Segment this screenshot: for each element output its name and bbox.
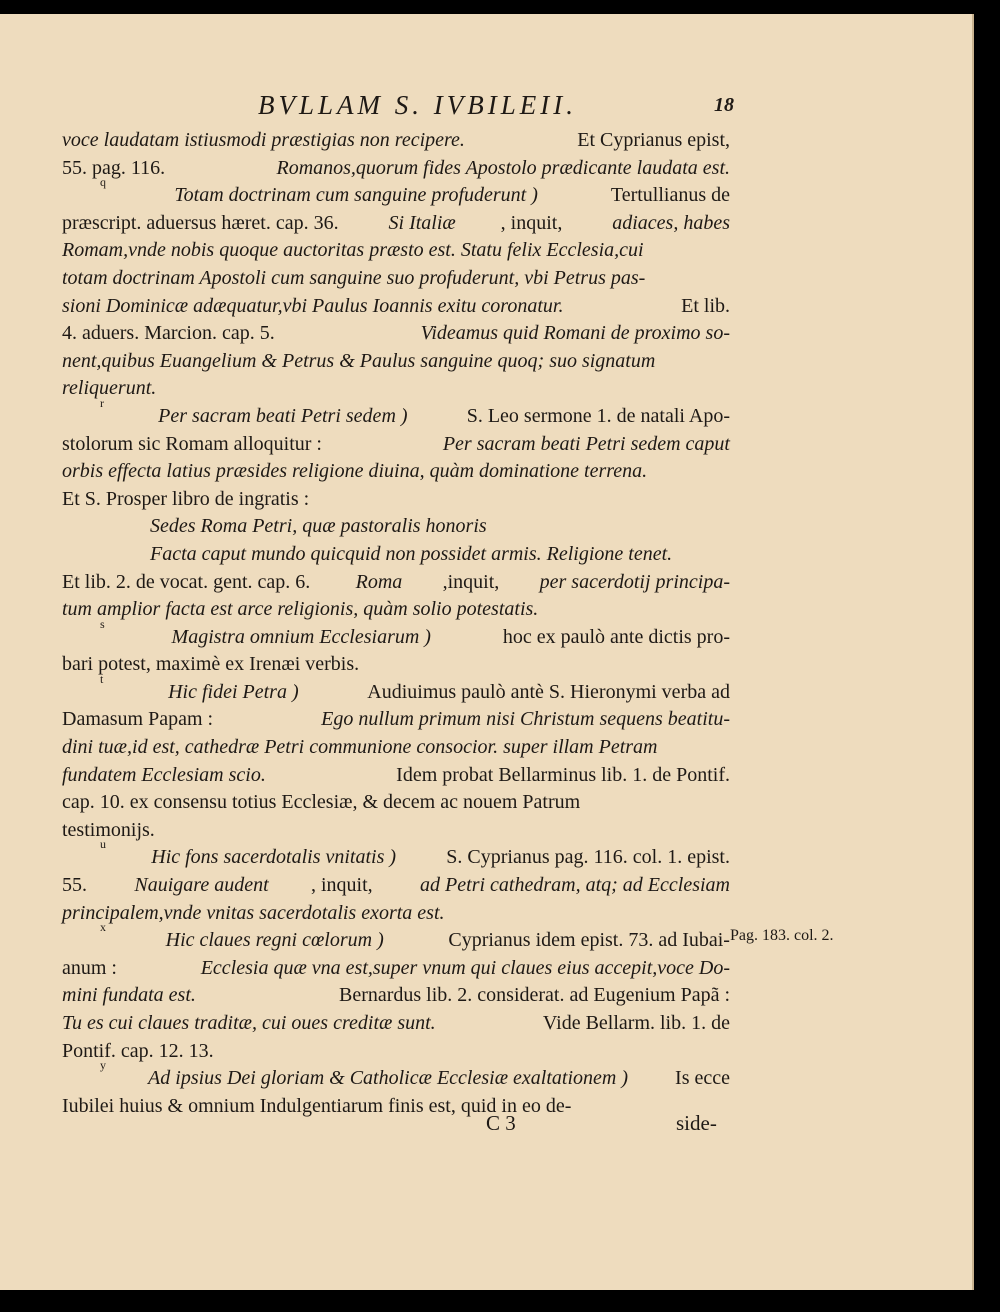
text-line	[62, 486, 730, 514]
text-line	[62, 348, 730, 376]
roman-text: præscript. aduersus hæret. cap. 36.	[62, 211, 344, 234]
italic-text: Hic claues regni cœlorum )	[165, 929, 384, 952]
roman-text: bari potest, maximè ex Irenæi verbis.	[62, 653, 360, 676]
roman-text: Cyprianus idem epist. 73. ad Iubai-	[443, 929, 730, 952]
italic-text: sioni Dominicæ adæquatur,vbi Paulus Ioannis exitu coronatur.	[62, 294, 564, 317]
roman-text: Audiuimus paulò antè S. Hieronymi verba ad	[363, 680, 730, 703]
text-line	[62, 155, 730, 183]
text-line	[62, 320, 730, 348]
text-line	[62, 982, 730, 1010]
roman-text: ,inquit,	[442, 570, 500, 593]
italic-text: Romanos,quorum fides Apostolo prædicante laudata est.	[276, 156, 730, 179]
italic-text: Tu es cui claues traditæ, cui oues creditæ sunt.	[62, 1012, 436, 1034]
text-line	[62, 872, 730, 900]
note-marker: r	[100, 395, 104, 410]
roman-text: Damasum Papam :	[62, 708, 219, 731]
italic-text: Per sacram beati Petri sedem )	[158, 404, 408, 427]
catchword: side-	[676, 1111, 717, 1135]
italic-text: ad Petri cathedram, atq; ad Ecclesiam	[420, 874, 730, 897]
text-line	[62, 175, 730, 210]
text-line	[62, 671, 730, 707]
italic-text: adiaces, habes	[612, 211, 730, 234]
roman-text: cap. 10. ex consensu totius Ecclesiæ, & decem ac nouem Patrum	[62, 791, 581, 814]
note-marker: q	[100, 175, 106, 190]
note-marker: y	[100, 1058, 106, 1073]
roman-text: 4. aduers. Marcion. cap. 5.	[62, 322, 280, 345]
italic-text: Roma	[355, 570, 403, 593]
italic-text: Totam doctrinam cum sanguine profuderunt )	[174, 184, 538, 207]
italic-text: totam doctrinam Apostoli cum sanguine suo profuderunt, vbi Petrus pas-	[62, 266, 646, 289]
page-header	[0, 90, 972, 130]
roman-text: , inquit,	[311, 874, 378, 897]
italic-text: Per sacram beati Petri sedem caput	[442, 432, 730, 455]
page-footer	[0, 1111, 972, 1141]
roman-text: Et lib. 2. de vocat. gent. cap. 6.	[62, 570, 316, 593]
roman-text: stolorum sic Romam alloquitur :	[62, 432, 327, 455]
italic-text: mini fundata est.	[62, 984, 196, 1007]
roman-text: Tertullianus de	[606, 184, 730, 207]
marginal-note: Pag. 183. col. 2.	[730, 927, 834, 944]
roman-text: Idem probat Bellarminus lib. 1. de Pontif.	[391, 763, 730, 786]
text-line	[62, 955, 730, 983]
text-line	[62, 210, 730, 238]
roman-text: Et Cyprianus epist,	[572, 129, 730, 151]
text-line	[62, 900, 730, 928]
roman-text: 55.	[62, 874, 92, 897]
roman-text: Et lib.	[676, 294, 730, 317]
italic-text: Magistra omnium Ecclesiarum )	[171, 625, 431, 648]
text-line	[62, 817, 730, 845]
italic-text: orbis effecta latius præsides religione diuina, quàm dominatione terrena.	[62, 460, 648, 483]
text-line	[62, 651, 730, 679]
roman-text: Is ecce	[670, 1067, 730, 1090]
roman-text: 55. pag. 116.	[62, 156, 171, 179]
italic-text: Hic fons sacerdotalis vnitatis )	[151, 846, 397, 869]
roman-text: Iubilei huius & omnium Indulgentiarum finis est, quid in eo de-	[62, 1094, 572, 1117]
roman-text: hoc ex paulò ante dictis pro-	[497, 625, 730, 648]
verse-line	[62, 513, 730, 541]
italic-text: Ecclesia quæ vna est,super vnum qui claues eius accepit,voce Do-	[200, 956, 730, 979]
note-marker: x	[100, 920, 106, 935]
italic-text: nent,quibus Euangelium & Petrus & Paulus sanguine quoq; suo signatum	[62, 349, 656, 372]
verse-line	[62, 541, 730, 569]
italic-text: dini tuæ,id est, cathedræ Petri communione consocior. super illam Petram	[62, 736, 658, 759]
text-line	[62, 293, 730, 321]
folio-number: 18	[714, 94, 734, 116]
italic-text: Romam,vnde nobis quoque auctoritas præsto est. Statu felix Ecclesia,cui	[62, 239, 644, 262]
roman-text: Bernardus lib. 2. considerat. ad Eugenium Papã :	[333, 984, 730, 1007]
roman-text: testimonijs.	[62, 818, 155, 841]
italic-text: voce laudatam istiusmodi præstigias non recipere.	[62, 129, 465, 151]
text-line	[62, 920, 730, 955]
roman-text: anum :	[62, 956, 122, 979]
text-line	[62, 1010, 730, 1038]
text-line	[62, 789, 730, 817]
text-line	[62, 265, 730, 293]
roman-text: S. Cyprianus pag. 116. col. 1. epist.	[441, 846, 730, 869]
text-line	[62, 375, 730, 403]
body-text	[62, 127, 730, 1120]
note-marker: u	[100, 837, 106, 852]
italic-text: Videamus quid Romani de proximo so-	[420, 322, 730, 345]
text-line	[62, 706, 730, 734]
italic-text: Si Italiæ	[388, 211, 456, 234]
italic-text: per sacerdotij principa-	[539, 570, 730, 593]
text-line	[62, 127, 730, 155]
note-marker: t	[100, 671, 104, 686]
italic-text: principalem,vnde vnitas sacerdotalis exorta est.	[62, 901, 445, 924]
book-page	[0, 14, 974, 1290]
running-head: BVLLAM S. IVBILEII.	[258, 90, 577, 120]
text-line	[62, 431, 730, 459]
note-marker: s	[100, 616, 105, 631]
italic-text: Nauigare audent	[134, 874, 269, 897]
italic-text: Ego nullum primum nisi Christum sequens beatitu-	[321, 708, 730, 731]
text-line	[62, 569, 730, 597]
italic-text: tum amplior facta est arce religionis, quàm solio potestatis.	[62, 598, 539, 621]
text-line	[62, 596, 730, 624]
italic-text: reliquerunt.	[62, 377, 157, 400]
text-line	[62, 237, 730, 265]
italic-text: Ad ipsius Dei gloriam & Catholicæ Ecclesiæ exaltationem )	[148, 1067, 628, 1090]
text-line	[62, 762, 730, 790]
italic-text: Sedes Roma Petri, quæ pastoralis honoris	[150, 515, 487, 538]
roman-text: Pontif. cap. 12. 13.	[62, 1039, 214, 1062]
italic-text: fundatem Ecclesiam scio.	[62, 763, 266, 786]
text-line	[62, 1058, 730, 1093]
text-line	[62, 395, 730, 431]
text-line	[62, 734, 730, 762]
roman-text: S. Leo sermone 1. de natali Apo-	[461, 404, 730, 427]
text-line	[62, 616, 730, 652]
text-line	[62, 1038, 730, 1066]
text-line	[62, 458, 730, 486]
roman-text: Et S. Prosper libro de ingratis :	[62, 487, 310, 510]
roman-text: , inquit,	[500, 211, 568, 234]
italic-text: Hic fidei Petra )	[168, 680, 299, 703]
text-line	[62, 837, 730, 872]
signature-mark: C 3	[486, 1111, 516, 1135]
italic-text: Facta caput mundo quicquid non possidet armis. Religione tenet.	[150, 542, 673, 565]
roman-text: Vide Bellarm. lib. 1. de	[538, 1012, 730, 1034]
